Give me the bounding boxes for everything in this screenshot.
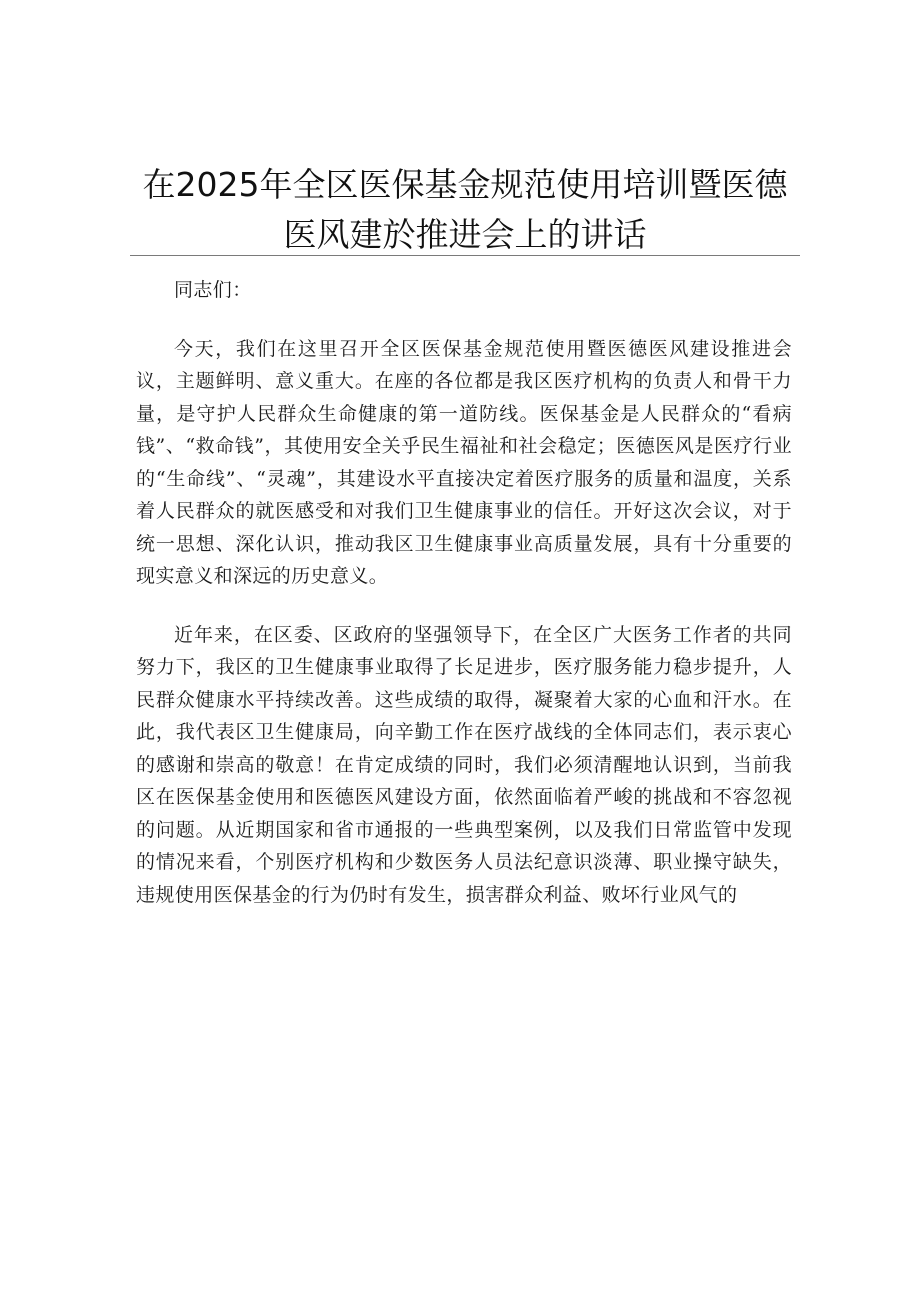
- document-title: [130, 160, 800, 260]
- title-divider: [130, 255, 800, 256]
- title-line-1: 在2025年全区医保基金规范使用培训暨医德: [142, 165, 788, 204]
- title-line-2: 医风建於推进会上的讲话: [283, 215, 647, 254]
- document-body: [136, 274, 792, 937]
- paragraph-1: 今天，我们在这里召开全区医保基金规范使用暨医德医风建设推进会议，主题鲜明、意义重大。在座的各位都是我区医疗机构的负责人和骨干力量，是守护人民群众生命健康的第一道防线。医保基金是人民群众的“看病钱”、“救命钱”，其使用安全关乎民生福祉和社会稳定；医德医风是医疗行业的“生命线”、“灵魂”，其建设水平直接决定着医疗服务的质量和温度，关系着人民群众的就医感受和对我们卫生健康事业的信任。开好这次会议，对于统一思想、深化认识，推动我区卫生健康事业高质量发展，具有十分重要的现实意义和深远的历史意义。: [136, 337, 792, 587]
- salutation: 同志们：: [174, 279, 252, 301]
- paragraph-2: 近年来，在区委、区政府的坚强领导下，在全区广大医务工作者的共同努力下，我区的卫生健康事业取得了长足进步，医疗服务能力稳步提升，人民群众健康水平持续改善。这些成绩的取得，凝聚着大家的心血和汗水。在此，我代表区卫生健康局，向辛勤工作在医疗战线的全体同志们，表示衷心的感谢和崇高的敬意！在肯定成绩的同时，我们必须清醒地认识到，当前我区在医保基金使用和医德医风建设方面，依然面临着严峻的挑战和不容忽视的问题。从近期国家和省市通报的一些典型案例，以及我们日常监管中发现的情况来看，个别医疗机构和少数医务人员法纪意识淡薄、职业操守缺失，违规使用医保基金的行为仍时有发生，损害群众利益、败坏行业风气的: [136, 623, 792, 906]
